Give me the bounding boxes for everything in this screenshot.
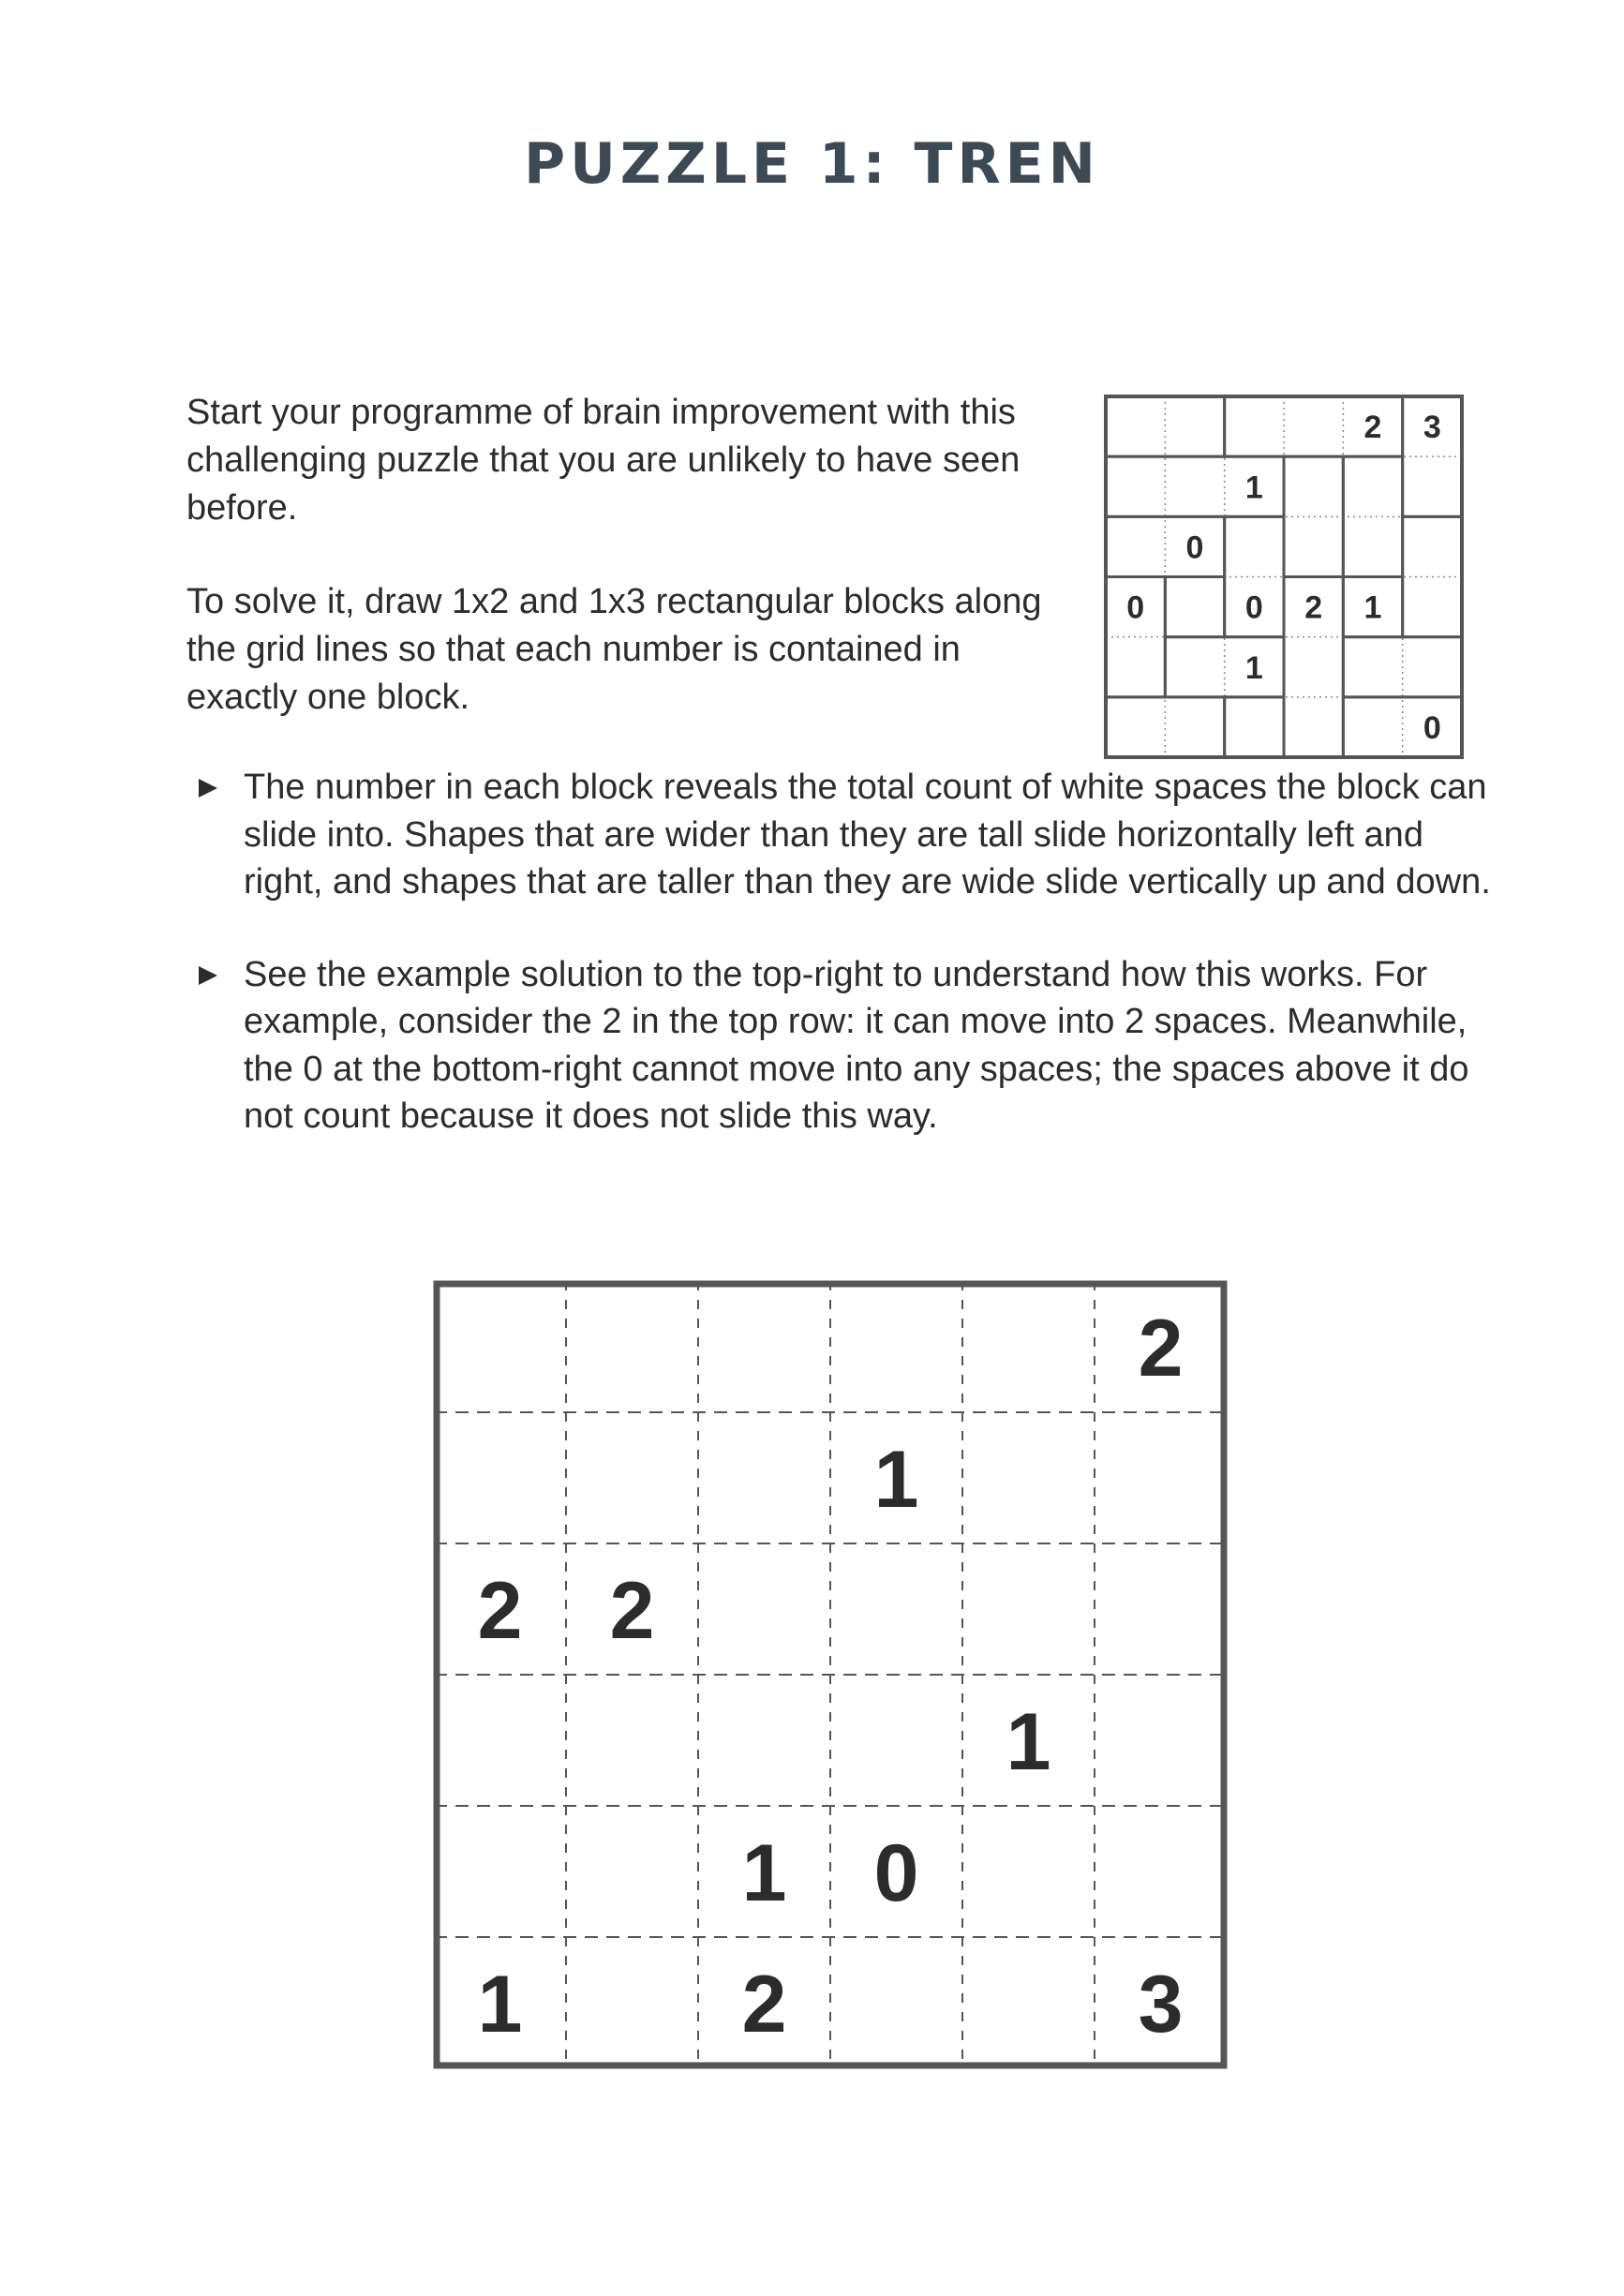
clue-number: 0 (873, 1828, 919, 1918)
intro-paragraph-1: Start your programme of brain improvement with this challenging puzzle that you are unlikely to have seen before. (186, 393, 1021, 528)
clue-number: 2 (1138, 1304, 1184, 1394)
instruction-item (199, 764, 1511, 906)
instruction-text: See the example solution to the top-right to understand how this works. For example, consider the 2 in the top row: it can move into 2 spaces. Meanwhile, the 0 at the bottom-right cannot move into any spaces; the spaces above it do not count because it does not slide this way. (244, 954, 1469, 1136)
clue-number: 1 (1244, 470, 1263, 506)
example-grid-svg (1106, 396, 1462, 757)
clue-number: 1 (1244, 649, 1263, 686)
intro-paragraph-2: To solve it, draw 1x2 and 1x3 rectangular blocks along the grid lines so that each number is contained in exactly one block. (186, 582, 1042, 717)
clue-number: 1 (1363, 589, 1382, 626)
triangle-right-icon (199, 779, 217, 798)
clue-number: 0 (1185, 529, 1204, 566)
clue-number: 2 (1304, 589, 1323, 626)
example-solution-grid (1106, 396, 1462, 757)
clue-number: 1 (1006, 1697, 1051, 1787)
clue-number: 0 (1423, 709, 1441, 746)
clue-number: 2 (609, 1566, 655, 1656)
solution-block (1106, 516, 1225, 576)
clue-number: 1 (477, 1960, 523, 2050)
clue-number: 1 (873, 1435, 919, 1525)
instruction-item (199, 951, 1511, 1141)
puzzle-grid (434, 1281, 1227, 2068)
clue-number: 2 (477, 1566, 523, 1656)
clue-number: 2 (1363, 410, 1382, 446)
clue-number: 0 (1244, 589, 1263, 626)
solution-block (1225, 697, 1284, 757)
clue-number: 1 (741, 1828, 787, 1918)
page-title: PUZZLE 1: TREN (524, 131, 1100, 197)
clue-number: 3 (1423, 410, 1441, 446)
triangle-right-icon (199, 966, 217, 985)
instruction-list (199, 764, 1511, 1141)
clue-number: 0 (1126, 589, 1145, 626)
instruction-text: The number in each block reveals the total count of white spaces the block can slide into. Shapes that are wider than they are tall slide horizontally left and right, and shapes that are taller than they are wide slide vertically up and down. (244, 768, 1491, 902)
puzzle-grid-svg (434, 1281, 1227, 2068)
clue-number: 2 (741, 1960, 787, 2050)
intro-text (186, 389, 1049, 722)
solution-block (1165, 577, 1224, 637)
clue-number: 3 (1138, 1960, 1184, 2050)
